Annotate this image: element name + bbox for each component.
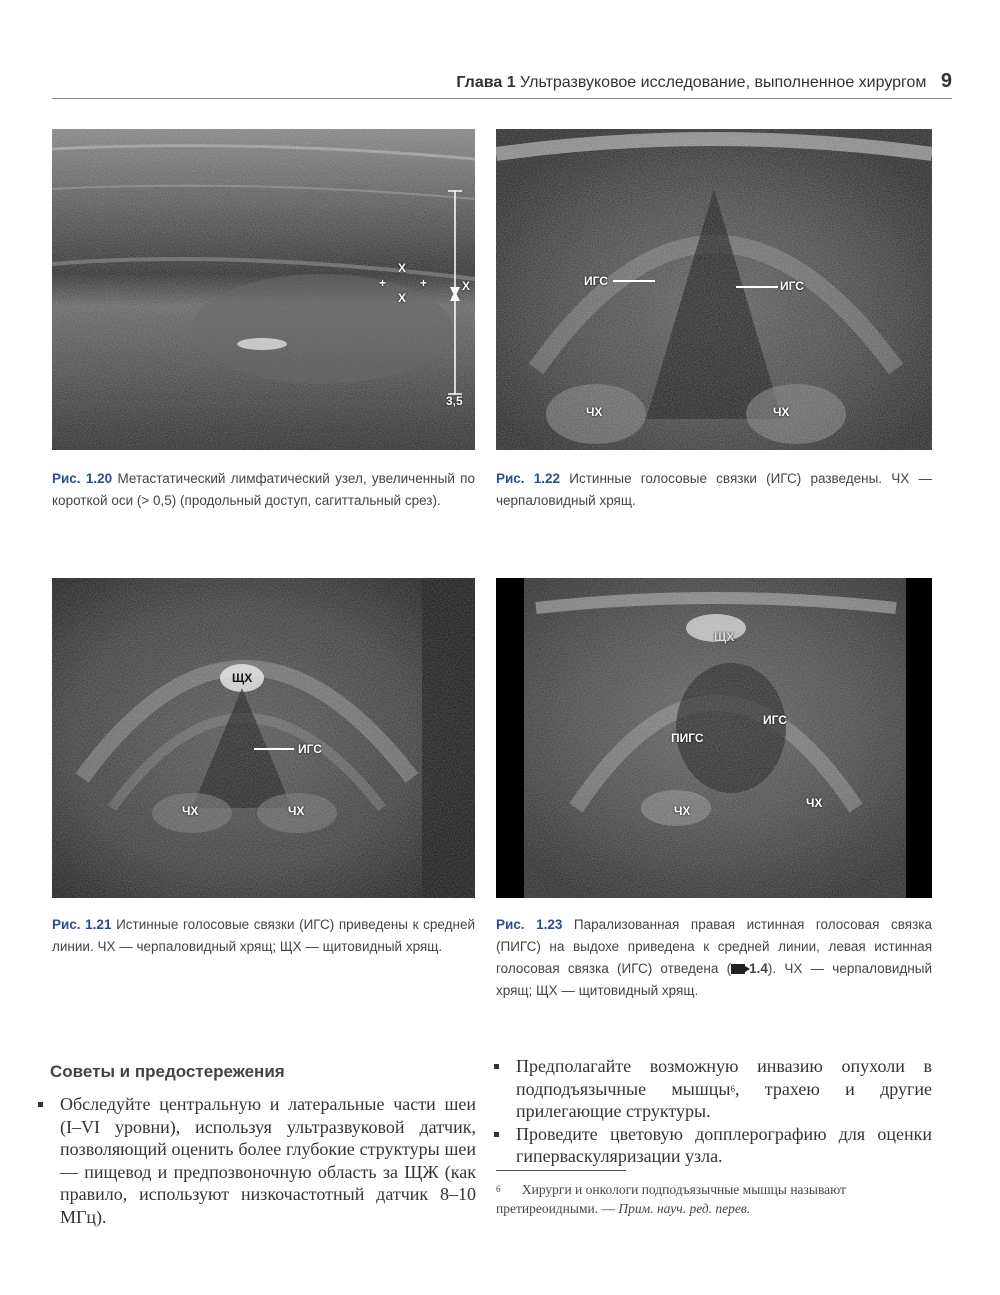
caption-text-part1: Парализованная правая истинная голосовая связка (ПИГС) на выдохе приведена к средней линии, левая истинная голосовая связка (ИГС) отведена ( — [496, 917, 932, 976]
chapter-label: Глава 1 — [456, 74, 516, 91]
label-igs: ИГС — [298, 742, 322, 756]
marker-x-top: X — [398, 261, 407, 275]
caption-text-part2: ). ЧХ — черпаловидный хрящ; ЩХ — щитовидный хрящ. — [496, 961, 932, 998]
marker-plus-right: + — [420, 276, 428, 290]
leader-line — [254, 748, 294, 750]
bullet-marker — [494, 1064, 499, 1069]
figure-number: Рис. 1.20 — [52, 471, 113, 486]
leader-line — [613, 280, 655, 282]
label-ch-right: ЧХ — [288, 804, 305, 818]
label-ch-right: ЧХ — [773, 405, 790, 419]
caption-text: Метастатический лимфатический узел, увеличенный по короткой оси (> 0,5) (продольный доступ, сагиттальный срез). — [52, 471, 475, 508]
chapter-title: Ультразвуковое исследование, выполненное хирургом — [520, 74, 927, 91]
bullet-text: Предполагайте возможную инвазию опухоли в подподъязычные мышцы — [516, 1056, 932, 1099]
caption-text: Истинные голосовые связки (ИГС) приведены к средней линии. ЧХ — черпаловидный хрящ; ЩХ — щитовидный хрящ. — [52, 917, 475, 954]
footnote-italic: Прим. науч. ред. перев. — [618, 1201, 751, 1216]
bullet-text: Обследуйте центральную и латеральные части шеи (I–VI уровни), используя ультразвуковой датчик, позволяющий оценить более глубокие структуры шеи — пищевод и предпозвоночную область за ЩЖ (как правило, используют низкочастотный датчик 8–10 МГц). — [60, 1094, 476, 1227]
footnote-rule — [496, 1170, 626, 1171]
figure-number: Рис. 1.21 — [52, 917, 112, 932]
page-number: 9 — [940, 70, 952, 92]
section-heading: Советы и предостережения — [50, 1062, 285, 1081]
running-header — [456, 70, 952, 93]
figure-1-21-image — [52, 578, 475, 898]
label-igs-right: ИГС — [780, 279, 804, 293]
label-igs: ИГС — [763, 713, 787, 727]
depth-scale-value: 3,5 — [446, 394, 463, 408]
label-ch-left: ЧХ — [674, 804, 691, 818]
ultrasound-image-larynx-adducted — [52, 578, 475, 898]
footnote-text: Хирурги и онкологи подподъязычные мышцы называют претиреоидными. — — [496, 1182, 846, 1216]
bullet-list-left — [36, 1093, 476, 1228]
label-pigs: ПИГС — [671, 731, 704, 745]
footnote-number: 6 — [496, 1184, 501, 1194]
bullet-list-right — [492, 1055, 932, 1168]
leader-line — [736, 286, 778, 288]
list-item — [492, 1123, 932, 1168]
figure-number: Рис. 1.23 — [496, 917, 563, 932]
label-ch-left: ЧХ — [586, 405, 603, 419]
footnote — [496, 1180, 932, 1218]
label-shch: ЩХ — [714, 630, 735, 644]
bullet-text: Проведите цветовую допплерографию для оценки гиперваскуляризации узла. — [516, 1123, 932, 1166]
marker-x-bottom: X — [398, 291, 407, 305]
ultrasound-image-paralyzed-cord — [496, 578, 932, 898]
scale-marker-x: X — [462, 279, 471, 293]
figure-1-22-caption — [496, 468, 932, 512]
figure-number: Рис. 1.22 — [496, 471, 561, 486]
figure-1-21-caption — [52, 914, 475, 958]
label-igs-left: ИГС — [584, 274, 608, 288]
ultrasound-image-larynx-abducted — [496, 129, 932, 450]
footnote-reference: 6 — [730, 1083, 735, 1094]
label-shch: ЩХ — [232, 671, 253, 685]
label-ch-left: ЧХ — [182, 804, 199, 818]
bullet-marker — [38, 1102, 43, 1107]
figure-1-20-image — [52, 129, 475, 450]
marker-plus-left: + — [379, 276, 387, 290]
list-item — [492, 1055, 932, 1123]
header-rule — [52, 98, 952, 99]
label-ch-right: ЧХ — [806, 796, 823, 810]
ultrasound-image-sagittal — [52, 129, 475, 450]
caption-text: Истинные голосовые связки (ИГС) разведены. ЧХ — черпаловидный хрящ. — [496, 471, 932, 508]
figure-1-23-image — [496, 578, 932, 898]
video-camera-icon — [731, 964, 745, 974]
bullet-text-cont: , трахею и другие прилегающие структуры. — [516, 1078, 932, 1121]
figure-1-22-image — [496, 129, 932, 450]
figure-1-23-caption — [496, 914, 932, 1002]
bullet-marker — [494, 1132, 499, 1137]
video-reference: 1.4 — [749, 961, 768, 976]
figure-1-20-caption — [52, 468, 475, 512]
list-item — [36, 1093, 476, 1228]
